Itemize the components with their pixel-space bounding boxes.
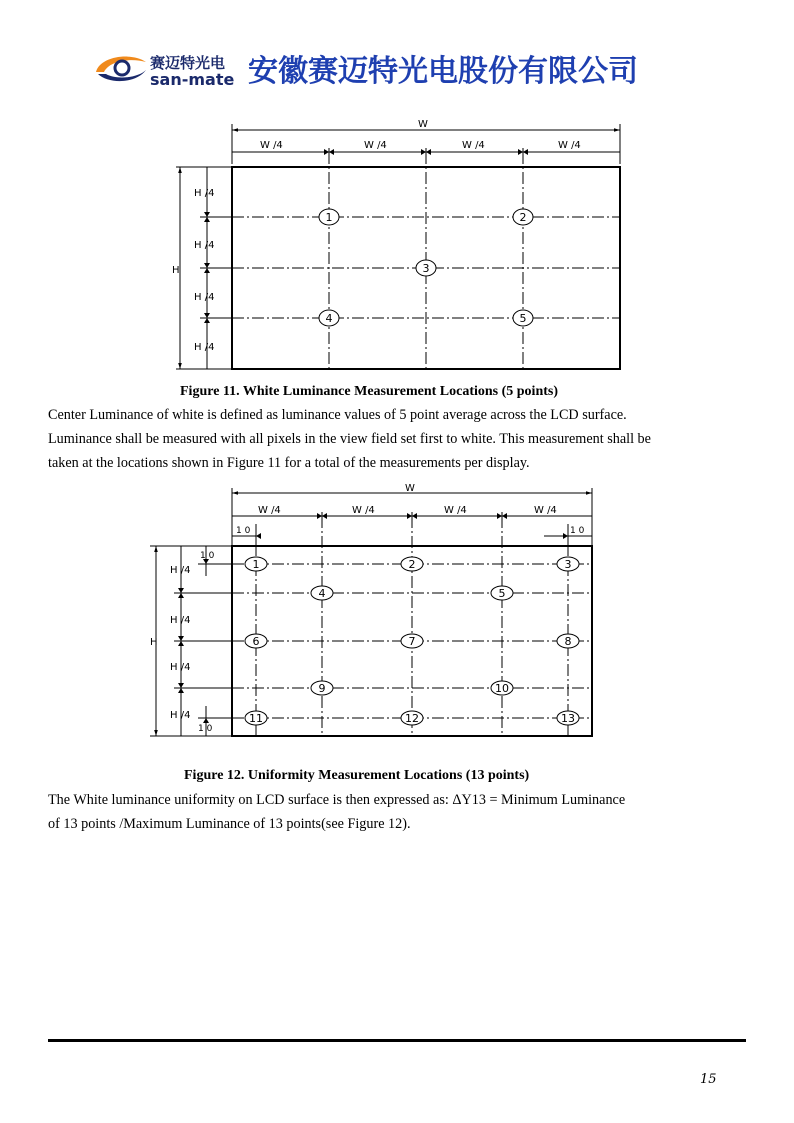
- fig12-point-label: 6: [252, 635, 260, 648]
- fig12-w4-label-3: W /4: [444, 505, 467, 516]
- paragraph-line: taken at the locations shown in Figure 11 for a total of the measurements per display.: [48, 455, 530, 471]
- fig12-point-label: 13: [561, 712, 575, 725]
- fig11-point-label: 2: [519, 211, 527, 224]
- fig11-w4-label-1: W /4: [260, 140, 283, 151]
- page-number: 15: [700, 1072, 717, 1087]
- company-name: 安徽赛迈特光电股份有限公司: [248, 54, 638, 89]
- fig11-h4-label-2: H /4: [194, 240, 215, 251]
- fig12-point-label: 9: [318, 682, 326, 695]
- fig11-w4-label-2: W /4: [364, 140, 387, 151]
- figure-11-caption: Figure 11. White Luminance Measurement Locations (5 points): [180, 384, 558, 399]
- fig12-h4-label-3: H /4: [170, 662, 191, 673]
- fig12-point-label: 1: [252, 558, 260, 571]
- fig12-h4-label-2: H /4: [170, 615, 191, 626]
- fig12-margin-label-top-left: 1 0: [236, 526, 251, 536]
- paragraph-line: Center Luminance of white is defined as luminance values of 5 point average across the LCD surface.: [48, 407, 627, 423]
- fig12-margin-label-top-right: 1 0: [570, 526, 585, 536]
- fig12-w4-label-2: W /4: [352, 505, 375, 516]
- fig11-point-label: 3: [422, 262, 430, 275]
- paragraph-uniformity: [48, 788, 748, 836]
- fig12-w4-label-4: W /4: [534, 505, 557, 516]
- fig11-point-label: 4: [325, 312, 333, 325]
- fig12-point-label: 11: [249, 712, 263, 725]
- fig12-point-label: 7: [408, 635, 416, 648]
- fig12-point-label: 2: [408, 558, 416, 571]
- fig11-h4-label-3: H /4: [194, 292, 215, 303]
- fig11-point-label: 1: [325, 211, 333, 224]
- footer-divider: [48, 1039, 746, 1042]
- logo-swirl-icon: [96, 57, 146, 82]
- paragraph-line: The White luminance uniformity on LCD surface is then expressed as: ΔY13 = Minimum Luminance: [48, 792, 626, 808]
- fig11-point-label: 5: [519, 312, 527, 325]
- fig11-h4-label-4: H /4: [194, 342, 215, 353]
- fig12-h-label: H: [150, 637, 158, 648]
- fig12-h4-label-4: H /4: [170, 710, 191, 721]
- logo-chinese-text: 赛迈特光电: [150, 54, 226, 72]
- fig12-point-label: 10: [495, 682, 509, 695]
- fig11-w-label: W: [418, 119, 428, 130]
- fig12-margin-label-left-top: 1 0: [200, 551, 215, 561]
- fig12-point-label: 12: [405, 712, 419, 725]
- fig12-w-label: W: [405, 483, 415, 494]
- fig11-w4-label-3: W /4: [462, 140, 485, 151]
- company-logo: [92, 48, 242, 90]
- fig11-w4-label-4: W /4: [558, 140, 581, 151]
- fig11-h4-label-1: H /4: [194, 188, 215, 199]
- figure-12-caption: Figure 12. Uniformity Measurement Locations (13 points): [184, 768, 530, 783]
- fig11-h-label: H: [172, 265, 180, 276]
- fig12-point-label: 5: [498, 587, 506, 600]
- paragraph-line: Luminance shall be measured with all pixels in the view field set first to white. This measurement shall be: [48, 431, 651, 447]
- fig12-h4-label-1: H /4: [170, 565, 191, 576]
- figure-11-diagram: [160, 112, 640, 382]
- fig12-point-label: 8: [564, 635, 572, 648]
- paragraph-line: of 13 points /Maximum Luminance of 13 points(see Figure 12).: [48, 816, 411, 832]
- fig12-point-label: 4: [318, 587, 326, 600]
- paragraph-center-luminance: [48, 403, 748, 475]
- figure-12-diagram: [140, 480, 610, 742]
- logo-english-text: san-mate: [150, 70, 235, 89]
- fig12-w4-label-1: W /4: [258, 505, 281, 516]
- fig12-point-label: 3: [564, 558, 572, 571]
- fig12-margin-label-left-bottom: 1 0: [198, 724, 213, 734]
